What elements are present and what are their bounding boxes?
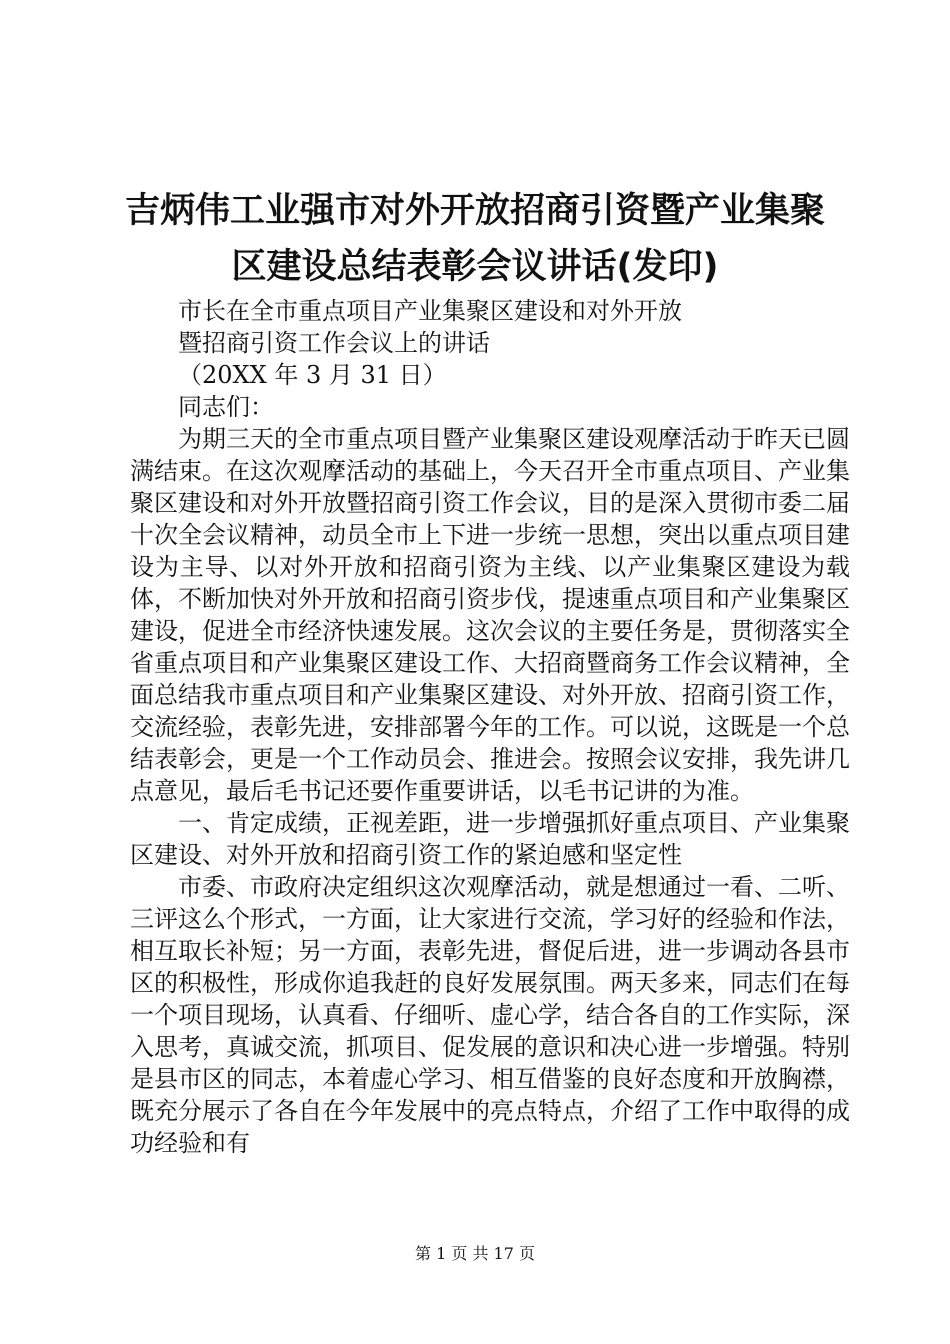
paragraph-intro: 为期三天的全市重点项目暨产业集聚区建设观摩活动于昨天已圆满结束。在这次观摩活动的基础上，今天召开全市重点项目、产业集聚区建设和对外开放暨招商引资工作会议，目的是深入贯彻市委二届十次全会议精神，动员全市上下进一步统一思想，突出以重点项目建设为主导、以对外开放和招商引资为主线、以产业集聚区建设为载体，不断加快对外开放和招商引资步伐，提速重点项目和产业集聚区建设，促进全市经济快速发展。这次会议的主要任务是，贯彻落实全省重点项目和产业集聚区建设工作、大招商暨商务工作会议精神，全面总结我市重点项目和产业集聚区建设、对外开放、招商引资工作，交流经验，表彰先进，安排部署今年的工作。可以说，这既是一个总结表彰会，更是一个工作动员会、推进会。按照会议安排，我先讲几点意见，最后毛书记还要作重要讲话，以毛书记讲的为准。 (130, 425, 850, 805)
document-body (130, 295, 850, 1159)
page-number-footer: 第 1 页 共 17 页 (415, 1244, 535, 1263)
document-title (0, 183, 950, 295)
date-line: （20XX 年 3 月 31 日） (178, 361, 447, 389)
subtitle-line-1: 市长在全市重点项目产业集聚区建设和对外开放 (178, 297, 682, 325)
paragraph-section-1: 市委、市政府决定组织这次观摩活动，就是想通过一看、二听、三评这么个形式，一方面，让大家进行交流，学习好的经验和作法，相互取长补短；另一方面，表彰先进，督促后进，进一步调动各县市区的积极性，形成你追我赶的良好发展氛围。两天多来，同志们在每一个项目现场，认真看、仔细听、虚心学，结合各自的工作实际，深入思考，真诚交流，抓项目、促发展的意识和决心进一步增强。特别是县市区的同志，本着虚心学习、相互借鉴的良好态度和开放胸襟，既充分展示了各自在今年发展中的亮点特点，介绍了工作中取得的成功经验和有 (130, 873, 850, 1157)
title-line-1: 吉炳伟工业强市对外开放招商引资暨产业集聚 (124, 191, 825, 232)
subtitle-line-2: 暨招商引资工作会议上的讲话 (178, 329, 490, 357)
section-heading-1: 一、肯定成绩，正视差距，进一步增强抓好重点项目、产业集聚区建设、对外开放和招商引资工作的紧迫感和坚定性 (130, 809, 850, 869)
title-line-2: 区建设总结表彰会议讲话(发印) (231, 247, 719, 288)
salutation: 同志们： (178, 393, 274, 421)
